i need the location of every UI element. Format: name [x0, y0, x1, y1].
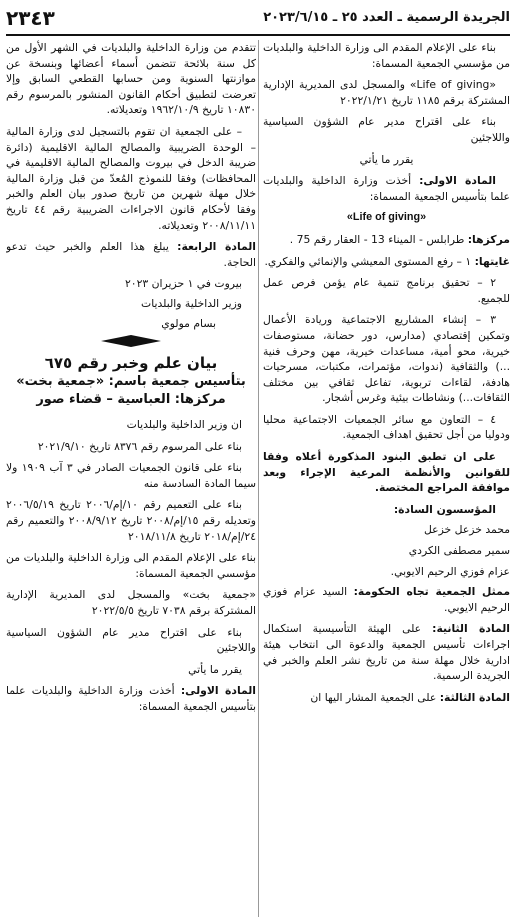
government-representative — [263, 584, 510, 615]
paragraph: – على الجمعية ان تقوم بالتسجيل لدى وزارة المالية – الوحدة الضريبية والمصالح المالية الاقليمية (دائرة ضريبة الدخل في بيروت والمصالح المالية الاقليمية في المحافظات) وفقا للنموذج المُعدّ من قبل وزارة المالية خلال مهلة شهرين من تاريخ صدور بيان العلم والخبر وفقا لأحكام قانون الاجراءات الضريبية رقم ٤٤ تاريخ ٢٠٠٨/١١/١١ وتعديلاته. — [6, 124, 256, 232]
conditions-text: على ان تطبق البنود المذكورة أعلاه وفقا للقوانين والأنظمة المرعية الإجراء وبعد موافقة المراجع المختصة. — [263, 450, 510, 495]
article-text: على الجمعية المشار اليها ان — [310, 690, 437, 704]
ornament-divider — [101, 335, 161, 347]
article-label: المادة الاولى: — [419, 174, 496, 188]
decision-heading: يقرر ما يأتي — [359, 152, 414, 166]
paragraph: «جمعية بخت» والمسجل لدى المديرية الإدارية المشتركة برقم ٧٠٣٨ تاريخ ٢٠٢٢/٥/٥ — [6, 588, 256, 618]
paragraph: «Life of giving» والمسجل لدى المديرية الإدارية المشتركة برقم ١١٨٥ تاريخ ٢٠٢٢/١/٢١ — [263, 78, 510, 107]
signature-place-date: بيروت في ١ حزيران ٢٠٢٣ — [124, 277, 242, 291]
notice-title: بيان علم وخبر رقم ٦٧٥ — [44, 354, 218, 373]
paragraph: بناء على الإعلام المقدم الى وزارة الداخلية والبلديات من مؤسسي الجمعية المسماة: — [263, 41, 510, 70]
column-divider — [258, 40, 259, 917]
gazette-issue-title: الجريدة الرسمية ـ العدد ٢٥ ـ ٢٠٢٣/٦/١٥ — [263, 10, 510, 25]
paragraph: بناء على الإعلام المقدم الى وزارة الداخلية والبلديات من مؤسسي الجمعية المسماة: — [6, 551, 256, 580]
notice-subtitle: بتأسيس جمعية باسم: «جمعية بخت» — [16, 374, 246, 390]
notice-title-block — [6, 353, 256, 409]
goal-4: ٤ – التعاون مع سائر الجمعيات الاجتماعية محليا ودوليا من أجل تحقيق اهداف الجمعية. — [263, 412, 510, 442]
founders-label: المؤسسون السادة: — [393, 502, 496, 516]
paragraph: بناء على اقتراح مدير عام الشؤون السياسية واللاجئين — [263, 115, 510, 144]
page-number: ٢٣٤٣ — [6, 6, 55, 30]
paragraph: بناء على اقتراح مدير عام الشؤون السياسية واللاجئين — [6, 625, 256, 655]
article-text: أخذت وزارة الداخلية والبلديات علما بتأسيس الجمعية المسماة: — [263, 174, 510, 203]
article-4 — [6, 239, 256, 270]
article-3 — [263, 690, 510, 706]
hq-text: طرابلس - الميناء 13 - العقار رقم 75 . — [289, 232, 465, 246]
article-text: يبلغ هذا العلم والخبر حيث تدعو الحاجة. — [6, 240, 256, 269]
signature-name: بسام مولوي — [161, 316, 216, 330]
page-header — [6, 4, 510, 36]
founders-list — [263, 502, 510, 579]
article-text: أخذت وزارة الداخلية والبلديات علما بتأسيس الجمعية المسماة: — [6, 684, 256, 713]
paragraph: بناء على المرسوم رقم ٨٣٧٦ تاريخ ٢٠٢١/٩/١٠ — [37, 439, 242, 453]
founder-name: عزام فوزي الرحيم الايوبي. — [390, 564, 510, 578]
article-2 — [263, 621, 510, 683]
article-label: المادة الرابعة: — [177, 240, 256, 254]
goal-2: ٢ – تحقيق برنامج تنمية عام يؤمن فرص عمل للجميع. — [263, 276, 510, 305]
article-1 — [6, 683, 256, 714]
notice-headquarters: مركزها: العباسية – قضاء صور — [36, 392, 226, 408]
article-label: المادة الاولى: — [180, 684, 256, 698]
goals-label: غايتها: — [474, 254, 510, 268]
goal-1 — [263, 254, 510, 270]
article-1 — [263, 173, 510, 204]
founder-name: سمير مصطفى الكردي — [408, 544, 510, 558]
right-column — [263, 40, 510, 917]
rep-label: ممثل الجمعية تجاه الحكومة: — [353, 585, 510, 599]
paragraph: تتقدم من وزارة الداخلية والبلديات في الشهر الأول من كل سنة بلائحة تتضمن أسماء أعضائها وبنسخة عن موازنتها السنوية ومن حسابها القطعي السابق وإلا تعرضت لتطبيق أحكام القانون المنشور بالمرسوم رقم ١٠٨٣٠ تاريخ ١٩٦٢/١٠/٩ وتعديلاته. — [6, 41, 256, 117]
goal-3: ٣ – إنشاء المشاريع الاجتماعية وريادة الأعمال وتمكين إقتصادي (مدارس، دور حضانة، مستوصفات خيرية، محو أمية، مساعدات خيرية، مهن وحرف فنية ...) والثقافية (ندوات، مؤتمرات، مكتبات، مسرحيات هادفة، لقاءات تربوية، تفاعل ثقافي بين مختلف الثقافات...) ونشاطات بيئية وغرس أشجار. — [263, 313, 510, 405]
founder-name: محمد خزعل خزعل — [423, 523, 510, 537]
article-text: على الهيئة التأسيسية استكمال اجراءات تأسيس الجمعية والدعوة الى انتخاب هيئة ادارية خلال مهلة سنة من تاريخ نشر العلم والخبر في الجريدة الرسمية. — [263, 622, 510, 683]
paragraph: بناء على قانون الجمعيات الصادر في ٣ آب ١٩٠٩ ولا سيما المادة السادسة منه — [6, 461, 256, 490]
goal-text: ١ – رفع المستوى المعيشي والإنمائي والفكري. — [264, 254, 472, 268]
decision-heading: يقرر ما يأتي — [188, 662, 242, 676]
paragraph: ان وزير الداخلية والبلديات — [126, 418, 242, 432]
signature-title: وزير الداخلية والبلديات — [141, 296, 242, 310]
hq-label: مركزها: — [467, 232, 510, 246]
left-column — [6, 40, 256, 917]
association-name: «Life of giving» — [346, 211, 427, 224]
article-label: المادة الثانية: — [432, 622, 510, 636]
signature-block — [6, 276, 256, 331]
rep-text: السيد عزام فوزي الرحيم الايوبي. — [263, 585, 510, 614]
headquarters — [263, 232, 510, 248]
paragraph: بناء على التعميم رقم ١٠/إم/٢٠٠٦ تاريخ ٢٠٠٦/٥/١٩ وتعديله رقم ١٥/إم/٢٠٠٨ تاريخ ٢٠٠٨/٩/١٢ والتعميم رقم ٢٤/إم/٢٠١٨ تاريخ ٢٠١٨/١١/٨ — [6, 498, 256, 543]
article-label: المادة الثالثة: — [439, 690, 510, 704]
